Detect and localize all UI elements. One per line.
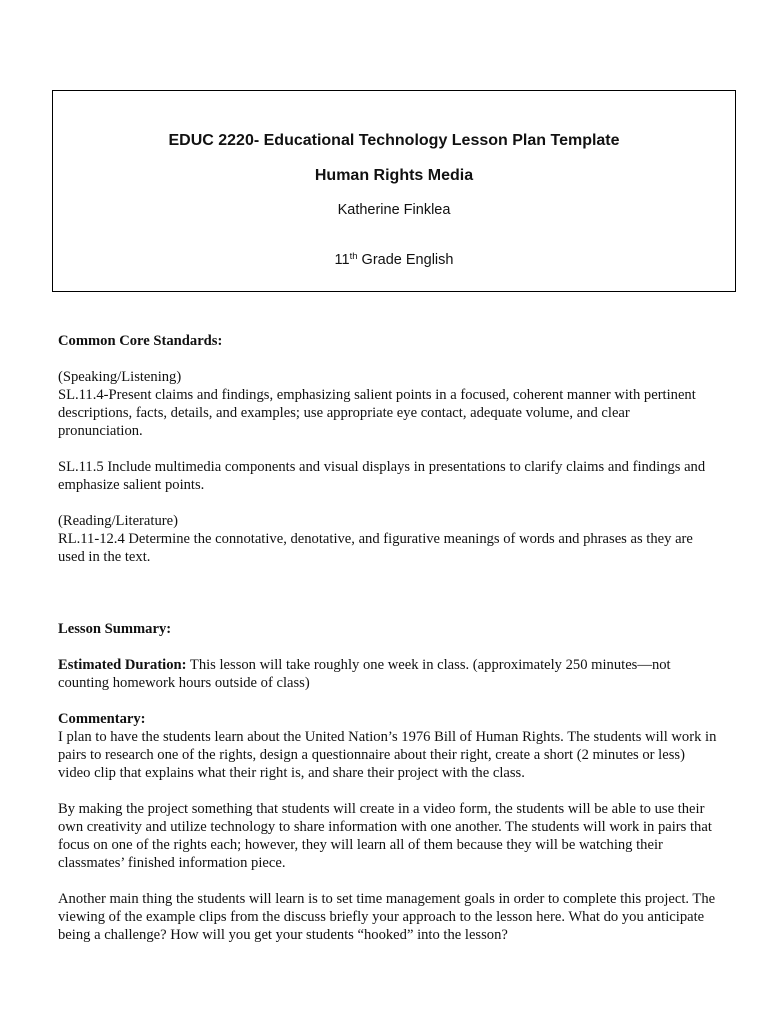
commentary-paragraph-2: By making the project something that students will create in a video form, the students will be able to use their own creativity and utilize technology to share information with one another. The students will work in pairs that focus on one of the rights each; however, they will learn all of them because they will be watching their classmates’ finished information piece. xyxy=(58,801,712,871)
author-name: Katherine Finklea xyxy=(337,202,451,218)
document-body xyxy=(58,332,718,944)
commentary-heading: Commentary: xyxy=(58,711,146,727)
duration-text: This lesson will take roughly one week in class. (approximately 250 minutes—not counting homework hours outside of class) xyxy=(58,657,671,691)
reading-literature-label: (Reading/Literature) xyxy=(58,513,178,529)
duration-label: Estimated Duration: xyxy=(58,657,187,673)
grade-suffix: th xyxy=(349,251,358,262)
standard-rl-11-12-4: RL.11-12.4 Determine the connotative, denotative, and figurative meanings of words and phrases as they are used in the text. xyxy=(58,531,693,565)
course-title: EDUC 2220- Educational Technology Lesson Plan Template xyxy=(168,132,620,149)
standard-sl-11-4: SL.11.4-Present claims and findings, emphasizing salient points in a focused, coherent manner with pertinent descriptions, facts, details, and examples; use appropriate eye contact, adequate volume, and clear pronunciation. xyxy=(58,387,696,439)
speaking-listening-label: (Speaking/Listening) xyxy=(58,369,182,385)
grade-number: 11 xyxy=(334,252,350,268)
commentary-paragraph-3: Another main thing the students will learn is to set time management goals in order to complete this project. The viewing of the example clips from the discuss briefly your approach to the lesson here. What do you anticipate being a challenge? How will you get your students “hooked” into the lesson? xyxy=(58,891,716,943)
standard-sl-11-5: SL.11.5 Include multimedia components and visual displays in presentations to clarify claims and findings and emphasize salient points. xyxy=(58,459,706,493)
lesson-summary-heading: Lesson Summary: xyxy=(58,621,172,637)
estimated-duration xyxy=(58,656,718,692)
grade-subject: Grade English xyxy=(357,252,454,268)
grade-level xyxy=(53,252,735,268)
title-box xyxy=(52,90,736,292)
commentary-paragraph-1: I plan to have the students learn about the United Nation’s 1976 Bill of Human Rights. The students will work in pairs to research one of the rights, design a questionnaire about their right, create a short (2 minutes or less) video clip that explains what their right is, and share their project with the class. xyxy=(58,729,717,781)
standards-heading: Common Core Standards: xyxy=(58,333,223,349)
lesson-title: Human Rights Media xyxy=(314,167,474,184)
